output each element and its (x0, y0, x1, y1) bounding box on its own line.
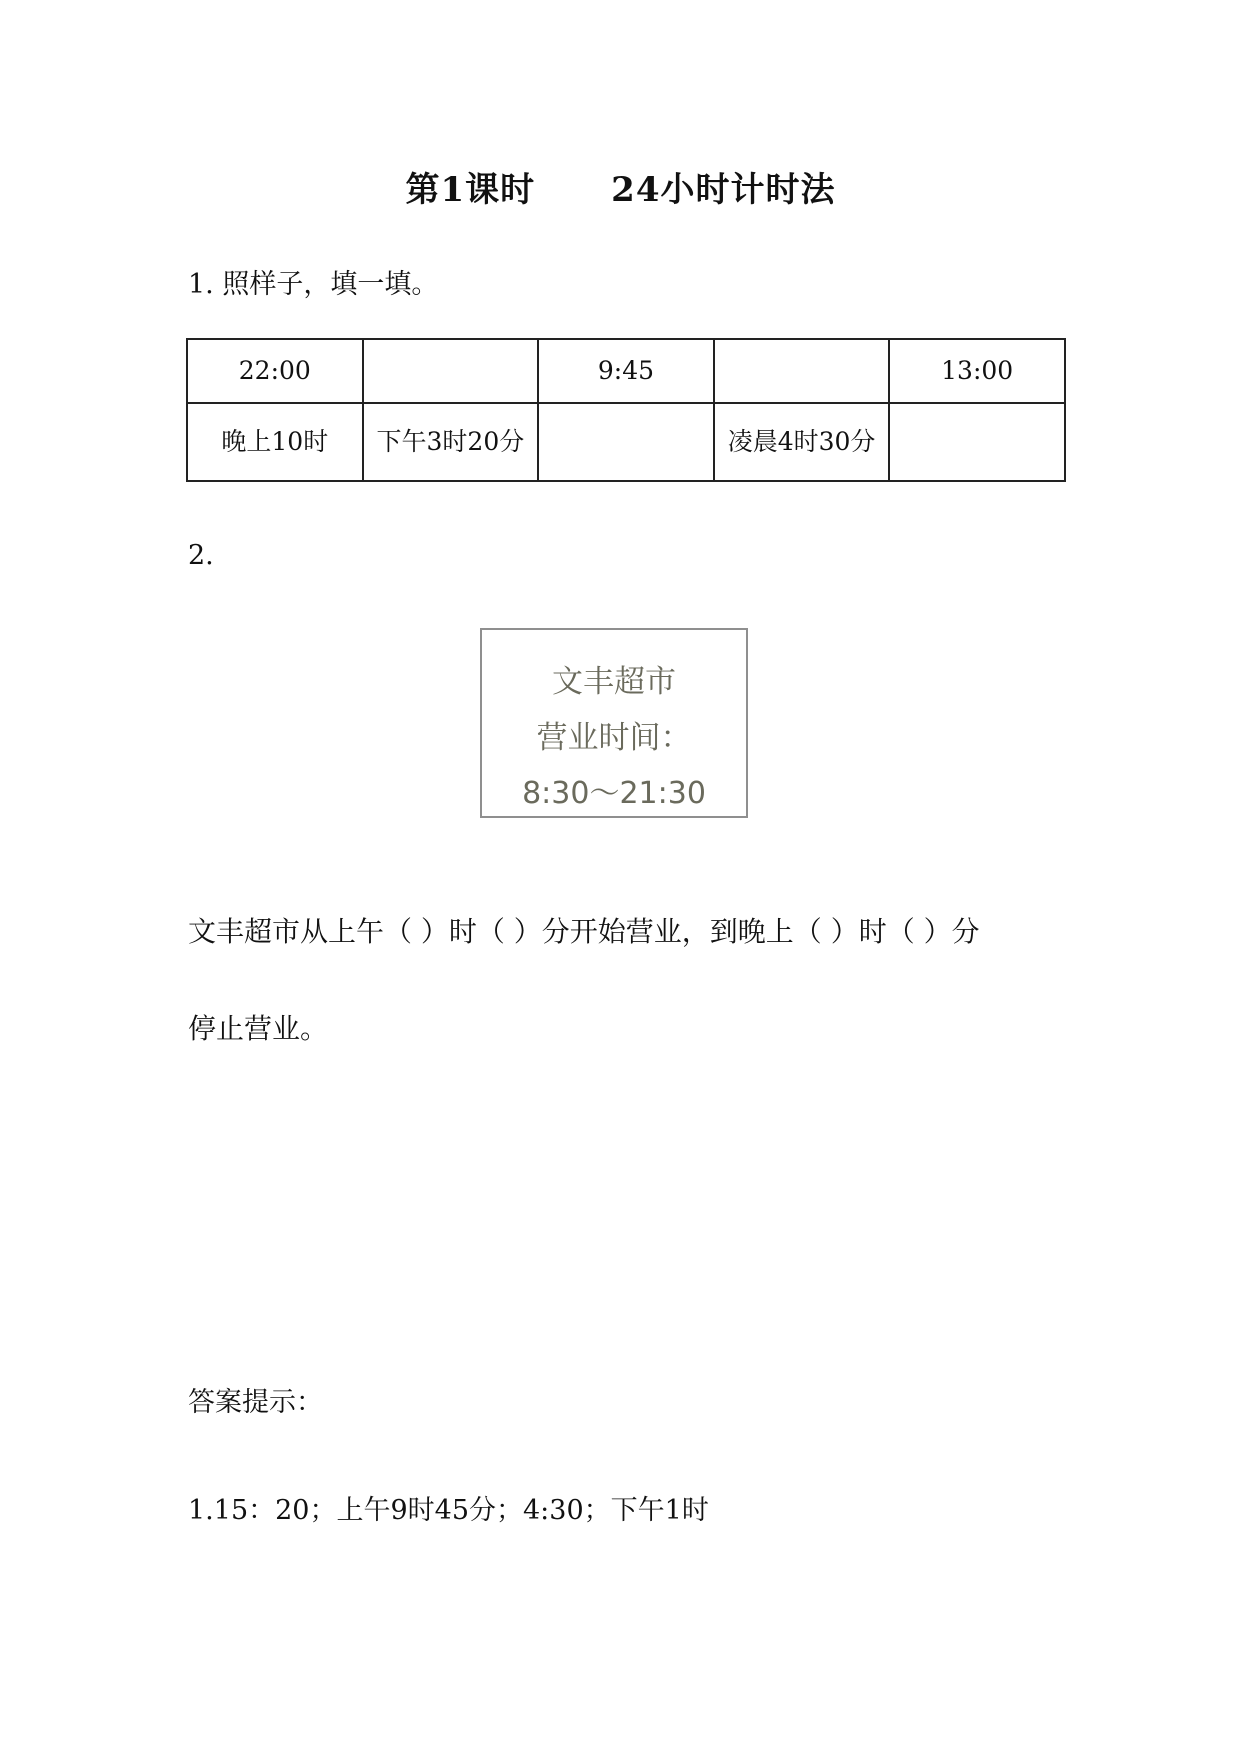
table-cell: 13:00 (889, 339, 1065, 403)
table-row-common (187, 403, 1065, 481)
hours-label: 营业时间： (536, 720, 692, 756)
time-conversion-table (186, 338, 1066, 482)
store-name: 文丰超市 (552, 664, 676, 700)
lesson-label: 第1课时 (405, 170, 536, 210)
table-cell-blank[interactable] (889, 403, 1065, 481)
fill-in-sentence[interactable]: 文丰超市从上午（ ）时（ ）分开始营业，到晚上（ ）时（ ）分 (188, 915, 980, 948)
page-title (0, 162, 1241, 211)
answer-line-1: 1.15：20；上午9时45分；4:30；下午1时 (188, 1495, 709, 1526)
table-cell-blank[interactable] (363, 339, 539, 403)
question-2-label: 2. (188, 540, 214, 571)
question-1-label: 1. 照样子，填一填。 (188, 269, 439, 300)
table-cell: 9:45 (538, 339, 714, 403)
table-row-24h (187, 339, 1065, 403)
table-cell: 凌晨4时30分 (714, 403, 890, 481)
fill-in-sentence-end: 停止营业。 (188, 1012, 329, 1045)
lesson-topic: 24小时计时法 (611, 170, 836, 210)
table-cell: 晚上10时 (187, 403, 363, 481)
table-cell: 22:00 (187, 339, 363, 403)
answers-title: 答案提示： (188, 1387, 323, 1418)
store-hours-sign (480, 628, 748, 818)
table-cell-blank[interactable] (538, 403, 714, 481)
table-cell: 下午3时20分 (363, 403, 539, 481)
table-cell-blank[interactable] (714, 339, 890, 403)
hours-value: 8:30～21:30 (522, 776, 706, 811)
